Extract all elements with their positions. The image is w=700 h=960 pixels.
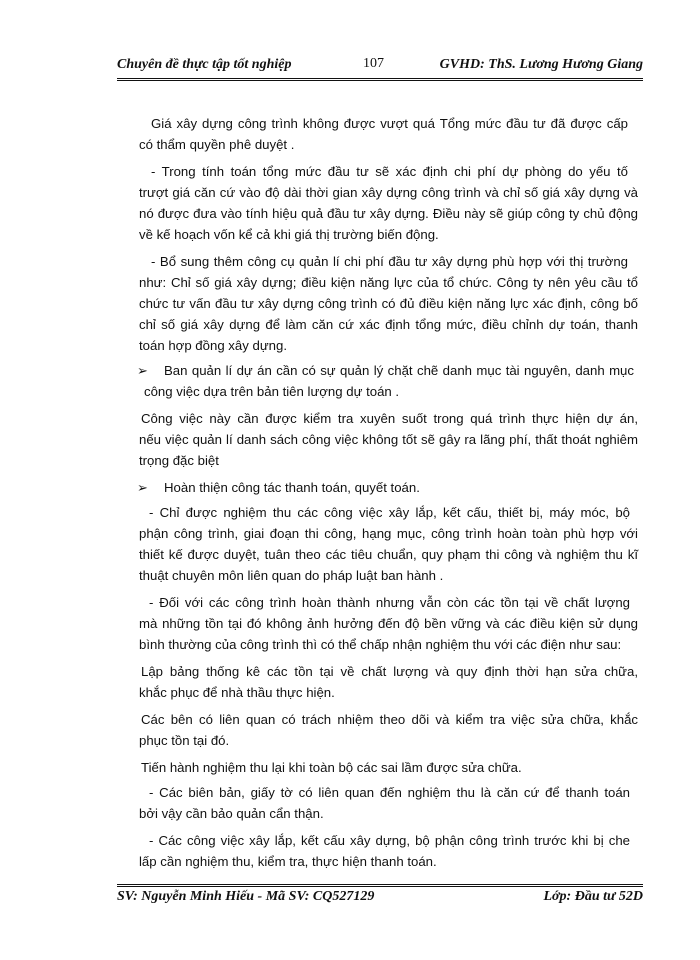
text-line: nếu việc quản lí danh sách công việc không tốt sẽ gây ra lãng phí, thất thoát nghiêm	[139, 432, 638, 447]
paragraph	[141, 502, 638, 586]
text-line: như: Chỉ số giá xây dựng; điều kiện năng lực của tổ chức. Công ty nên yêu cầu tổ	[139, 275, 638, 290]
text-line: - Đối với các công trình hoàn thành nhưng vẫn còn các tồn tại về chất lượng	[149, 595, 630, 610]
text-line: thiết kế được duyệt, tuân theo các tiêu chuẩn, quy phạm thi công và nghiệm thu kĩ	[139, 547, 638, 562]
text-line: - Các công việc xây lắp, kết cấu xây dựng, bộ phận công trình trước khi bị che	[149, 833, 630, 848]
text-line: Ban quản lí dự án cần có sự quản lý chặt chẽ danh mục tài nguyên, danh mục	[164, 363, 634, 378]
text-line: - Trong tính toán tổng mức đầu tư sẽ xác định chi phí dự phòng do yếu tố	[151, 164, 628, 179]
paragraph	[141, 782, 638, 824]
text-line: phục tồn tại đó.	[139, 733, 230, 748]
text-line: trọng đặc biệt	[139, 453, 219, 468]
text-line: về kế hoạch vốn kể cả khi giá thị trường biến động.	[139, 227, 439, 242]
paragraph	[141, 408, 638, 471]
text-line: Hoàn thiện công tác thanh toán, quyết toán.	[164, 480, 420, 495]
text-line: bình thường của công trình thì có thể chấp nhận nghiệm thu với các điện như sau:	[139, 637, 622, 652]
text-line: Các bên có liên quan có trách nhiệm theo dõi và kiểm tra việc sửa chữa, khắc	[141, 712, 638, 727]
text-line: bởi vậy cần bảo quản cẩn thận.	[139, 806, 324, 821]
text-line: phận công trình, giai đoạn thi công, hạng mục, công trình hoàn toàn phù hợp với	[139, 526, 638, 541]
footer-student: SV: Nguyễn Minh Hiếu - Mã SV: CQ527129	[117, 889, 375, 904]
text-line: - Các biên bản, giấy tờ có liên quan đến nghiệm thu là căn cứ để thanh toán	[149, 785, 630, 800]
text-line: trượt giá căn cứ vào độ dài thời gian xây dựng công trình và chỉ số giá xây dựng và	[139, 185, 638, 200]
paragraph	[141, 161, 638, 245]
text-line: khắc phục để nhà thầu thực hiện.	[139, 685, 335, 700]
paragraph	[141, 113, 638, 155]
footer-rule	[117, 884, 643, 887]
paragraph	[141, 661, 638, 703]
page-footer	[117, 889, 643, 909]
page-header	[117, 57, 643, 79]
bullet-arrow-icon: ➢	[137, 480, 148, 495]
paragraph	[141, 757, 638, 778]
paragraph	[141, 709, 638, 751]
paragraph	[137, 360, 638, 402]
paragraph	[137, 477, 638, 498]
paragraph	[141, 830, 638, 872]
text-line: công việc dựa trên bản tiên lượng dự toán .	[144, 384, 400, 399]
text-line: - Bổ sung thêm công cụ quản lí chi phí đầu tư xây dựng phù hợp với thị trường	[151, 254, 628, 269]
text-line: có thẩm quyền phê duyệt .	[139, 137, 295, 152]
text-line: chức tư vấn đầu tư xây dựng công trình có đủ điều kiện năng lực xác định, công bố	[139, 296, 638, 311]
text-line: chỉ số giá xây dựng để làm căn cứ xác định tổng mức, điều chỉnh dự toán, thanh	[139, 317, 638, 332]
text-line: Công việc này cần được kiểm tra xuyên suốt trong quá trình thực hiện dự án,	[141, 411, 638, 426]
document-body	[137, 113, 638, 878]
text-line: mà những tồn tại đó không ảnh hưởng đến độ bền vững và các điều kiện sử dụng	[139, 616, 638, 631]
text-line: Lập bảng thống kê các tồn tại về chất lượng và quy định thời hạn sửa chữa,	[141, 664, 638, 679]
paragraph	[141, 592, 638, 655]
text-line: thuật chuyên môn liên quan do pháp luật ban hành .	[139, 568, 444, 583]
text-line: lấp cần nghiệm thu, kiểm tra, thực hiện thanh toán.	[139, 854, 437, 869]
footer-class: Lớp: Đầu tư 52D	[543, 889, 643, 904]
text-line: Tiến hành nghiệm thu lại khi toàn bộ các sai lầm được sửa chữa.	[141, 760, 522, 775]
text-line: nó được đưa vào tính hiệu quả đầu tư xây dựng. Điều này sẽ giúp công ty chủ động	[139, 206, 638, 221]
text-line: toán hợp đồng xây dựng.	[139, 338, 287, 353]
paragraph	[141, 251, 638, 356]
page-number: 107	[363, 56, 384, 71]
text-line: Giá xây dựng công trình không được vượt quá Tổng mức đầu tư đã được cấp	[151, 116, 628, 131]
header-advisor: GVHD: ThS. Lương Hương Giang	[439, 57, 643, 72]
header-rule	[117, 78, 643, 81]
text-line: - Chỉ được nghiệm thu các công việc xây lắp, kết cấu, thiết bị, máy móc, bộ	[149, 505, 630, 520]
bullet-arrow-icon: ➢	[137, 363, 148, 378]
header-title: Chuyên đề thực tập tốt nghiệp	[117, 57, 292, 72]
